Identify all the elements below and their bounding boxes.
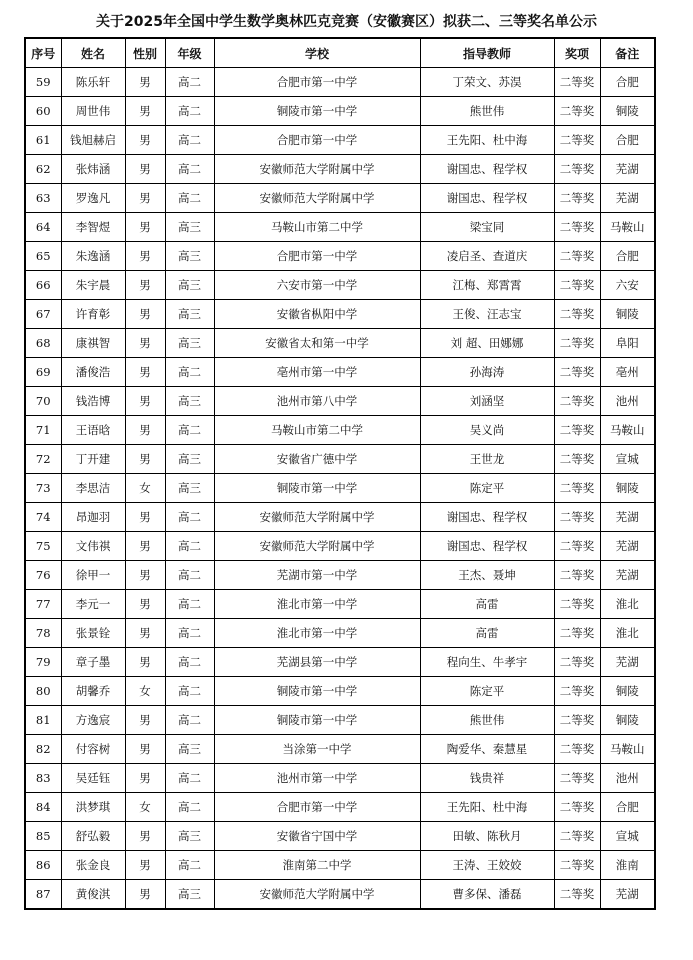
cell-teacher: 王先阳、杜中海	[420, 126, 554, 155]
table-row	[25, 358, 655, 387]
cell-gender: 女	[125, 474, 165, 503]
cell-school: 安徽师范大学附属中学	[214, 184, 420, 213]
cell-name: 陈乐轩	[61, 68, 125, 97]
cell-name: 张景铨	[61, 619, 125, 648]
cell-name: 钱旭赫启	[61, 126, 125, 155]
cell-award: 二等奖	[554, 416, 600, 445]
cell-gender: 男	[125, 387, 165, 416]
cell-teacher: 陈定平	[420, 677, 554, 706]
cell-teacher: 王杰、聂坤	[420, 561, 554, 590]
cell-index: 85	[25, 822, 61, 851]
cell-gender: 男	[125, 271, 165, 300]
cell-school: 马鞍山市第二中学	[214, 416, 420, 445]
cell-award: 二等奖	[554, 880, 600, 910]
cell-grade: 高三	[165, 880, 214, 910]
cell-award: 二等奖	[554, 851, 600, 880]
cell-grade: 高二	[165, 503, 214, 532]
cell-school: 铜陵市第一中学	[214, 97, 420, 126]
cell-note: 铜陵	[600, 97, 655, 126]
cell-award: 二等奖	[554, 677, 600, 706]
cell-award: 二等奖	[554, 213, 600, 242]
cell-teacher: 凌启圣、查道庆	[420, 242, 554, 271]
cell-name: 钱浩博	[61, 387, 125, 416]
cell-award: 二等奖	[554, 822, 600, 851]
cell-name: 张金良	[61, 851, 125, 880]
cell-school: 合肥市第一中学	[214, 242, 420, 271]
cell-index: 83	[25, 764, 61, 793]
table-row	[25, 880, 655, 910]
cell-school: 安徽省太和第一中学	[214, 329, 420, 358]
cell-gender: 男	[125, 68, 165, 97]
cell-school: 安徽省广德中学	[214, 445, 420, 474]
cell-grade: 高三	[165, 271, 214, 300]
cell-index: 73	[25, 474, 61, 503]
table-row	[25, 735, 655, 764]
cell-teacher: 谢国忠、程学权	[420, 184, 554, 213]
cell-note: 合肥	[600, 793, 655, 822]
cell-gender: 女	[125, 677, 165, 706]
cell-award: 二等奖	[554, 271, 600, 300]
col-header-name: 姓名	[61, 38, 125, 68]
cell-gender: 男	[125, 648, 165, 677]
cell-school: 安徽师范大学附属中学	[214, 155, 420, 184]
cell-award: 二等奖	[554, 329, 600, 358]
cell-name: 黄俊淇	[61, 880, 125, 910]
cell-gender: 男	[125, 358, 165, 387]
cell-teacher: 王涛、王姣姣	[420, 851, 554, 880]
cell-award: 二等奖	[554, 793, 600, 822]
cell-grade: 高二	[165, 155, 214, 184]
cell-grade: 高二	[165, 764, 214, 793]
cell-teacher: 吴义尚	[420, 416, 554, 445]
cell-school: 芜湖市第一中学	[214, 561, 420, 590]
cell-teacher: 梁宝同	[420, 213, 554, 242]
cell-award: 二等奖	[554, 532, 600, 561]
cell-teacher: 陶爱华、秦慧星	[420, 735, 554, 764]
cell-name: 洪梦琪	[61, 793, 125, 822]
cell-note: 芜湖	[600, 561, 655, 590]
cell-teacher: 谢国忠、程学权	[420, 532, 554, 561]
cell-name: 王语晗	[61, 416, 125, 445]
cell-gender: 男	[125, 880, 165, 910]
cell-gender: 男	[125, 532, 165, 561]
cell-note: 芜湖	[600, 155, 655, 184]
header-row	[25, 38, 655, 68]
cell-award: 二等奖	[554, 300, 600, 329]
cell-name: 罗逸凡	[61, 184, 125, 213]
cell-school: 铜陵市第一中学	[214, 706, 420, 735]
cell-grade: 高二	[165, 126, 214, 155]
cell-school: 合肥市第一中学	[214, 126, 420, 155]
cell-grade: 高三	[165, 822, 214, 851]
cell-gender: 男	[125, 242, 165, 271]
cell-grade: 高二	[165, 561, 214, 590]
cell-name: 李思洁	[61, 474, 125, 503]
cell-award: 二等奖	[554, 387, 600, 416]
cell-grade: 高二	[165, 532, 214, 561]
cell-teacher: 谢国忠、程学权	[420, 503, 554, 532]
cell-award: 二等奖	[554, 764, 600, 793]
cell-award: 二等奖	[554, 503, 600, 532]
cell-index: 78	[25, 619, 61, 648]
cell-teacher: 刘 超、田娜娜	[420, 329, 554, 358]
cell-index: 82	[25, 735, 61, 764]
cell-name: 朱宇晨	[61, 271, 125, 300]
cell-teacher: 程向生、牛孝宇	[420, 648, 554, 677]
cell-school: 池州市第八中学	[214, 387, 420, 416]
cell-school: 马鞍山市第二中学	[214, 213, 420, 242]
cell-teacher: 王先阳、杜中海	[420, 793, 554, 822]
cell-school: 淮南第二中学	[214, 851, 420, 880]
cell-grade: 高三	[165, 387, 214, 416]
cell-teacher: 钱贵祥	[420, 764, 554, 793]
cell-index: 79	[25, 648, 61, 677]
col-header-note: 备注	[600, 38, 655, 68]
cell-grade: 高三	[165, 735, 214, 764]
cell-index: 69	[25, 358, 61, 387]
table-row	[25, 851, 655, 880]
cell-teacher: 江梅、郑霄霄	[420, 271, 554, 300]
cell-school: 池州市第一中学	[214, 764, 420, 793]
cell-teacher: 熊世伟	[420, 706, 554, 735]
cell-grade: 高三	[165, 445, 214, 474]
cell-school: 安徽省宁国中学	[214, 822, 420, 851]
table-row	[25, 793, 655, 822]
table-row	[25, 706, 655, 735]
cell-grade: 高三	[165, 300, 214, 329]
col-header-teacher: 指导教师	[420, 38, 554, 68]
cell-gender: 男	[125, 764, 165, 793]
cell-school: 合肥市第一中学	[214, 793, 420, 822]
cell-grade: 高二	[165, 416, 214, 445]
cell-teacher: 田敏、陈秋月	[420, 822, 554, 851]
cell-grade: 高二	[165, 97, 214, 126]
cell-index: 60	[25, 97, 61, 126]
table-row	[25, 764, 655, 793]
document-title: 关于2025年全国中学生数学奥林匹克竞赛（安徽赛区）拟获二、三等奖名单公示	[96, 14, 597, 30]
table-row	[25, 561, 655, 590]
cell-award: 二等奖	[554, 474, 600, 503]
cell-note: 铜陵	[600, 706, 655, 735]
cell-index: 80	[25, 677, 61, 706]
cell-index: 76	[25, 561, 61, 590]
cell-note: 铜陵	[600, 677, 655, 706]
cell-award: 二等奖	[554, 242, 600, 271]
cell-award: 二等奖	[554, 126, 600, 155]
cell-index: 72	[25, 445, 61, 474]
cell-index: 81	[25, 706, 61, 735]
table-row	[25, 97, 655, 126]
cell-gender: 男	[125, 300, 165, 329]
cell-index: 75	[25, 532, 61, 561]
cell-index: 62	[25, 155, 61, 184]
cell-teacher: 谢国忠、程学权	[420, 155, 554, 184]
cell-teacher: 丁荣文、苏淏	[420, 68, 554, 97]
cell-gender: 男	[125, 503, 165, 532]
cell-note: 淮北	[600, 590, 655, 619]
cell-index: 77	[25, 590, 61, 619]
cell-school: 安徽师范大学附属中学	[214, 880, 420, 910]
cell-note: 马鞍山	[600, 416, 655, 445]
table-row	[25, 445, 655, 474]
cell-note: 马鞍山	[600, 735, 655, 764]
cell-award: 二等奖	[554, 97, 600, 126]
cell-school: 当涂第一中学	[214, 735, 420, 764]
table-row	[25, 619, 655, 648]
cell-school: 淮北市第一中学	[214, 590, 420, 619]
table-row	[25, 213, 655, 242]
cell-note: 合肥	[600, 126, 655, 155]
table-row	[25, 474, 655, 503]
cell-index: 63	[25, 184, 61, 213]
cell-award: 二等奖	[554, 706, 600, 735]
cell-index: 74	[25, 503, 61, 532]
cell-note: 宣城	[600, 822, 655, 851]
table-row	[25, 387, 655, 416]
cell-note: 池州	[600, 387, 655, 416]
cell-index: 87	[25, 880, 61, 910]
cell-school: 铜陵市第一中学	[214, 474, 420, 503]
cell-note: 淮南	[600, 851, 655, 880]
cell-note: 芜湖	[600, 532, 655, 561]
cell-gender: 男	[125, 822, 165, 851]
cell-gender: 男	[125, 329, 165, 358]
table-row	[25, 126, 655, 155]
cell-school: 芜湖县第一中学	[214, 648, 420, 677]
cell-grade: 高三	[165, 329, 214, 358]
col-header-gender: 性别	[125, 38, 165, 68]
cell-name: 李智煜	[61, 213, 125, 242]
cell-award: 二等奖	[554, 735, 600, 764]
cell-name: 丁开建	[61, 445, 125, 474]
cell-school: 安徽师范大学附属中学	[214, 503, 420, 532]
cell-index: 65	[25, 242, 61, 271]
cell-index: 64	[25, 213, 61, 242]
cell-award: 二等奖	[554, 590, 600, 619]
cell-note: 芜湖	[600, 648, 655, 677]
cell-teacher: 刘涵坚	[420, 387, 554, 416]
cell-index: 59	[25, 68, 61, 97]
col-header-index: 序号	[25, 38, 61, 68]
cell-school: 六安市第一中学	[214, 271, 420, 300]
table-row	[25, 242, 655, 271]
cell-name: 张炜涵	[61, 155, 125, 184]
table-row	[25, 300, 655, 329]
cell-award: 二等奖	[554, 184, 600, 213]
cell-gender: 男	[125, 445, 165, 474]
cell-grade: 高三	[165, 242, 214, 271]
table-body	[25, 68, 655, 910]
table-row	[25, 822, 655, 851]
table-row	[25, 532, 655, 561]
cell-name: 付容树	[61, 735, 125, 764]
cell-gender: 男	[125, 590, 165, 619]
cell-award: 二等奖	[554, 68, 600, 97]
cell-gender: 男	[125, 619, 165, 648]
cell-school: 铜陵市第一中学	[214, 677, 420, 706]
table-row	[25, 329, 655, 358]
cell-note: 淮北	[600, 619, 655, 648]
cell-grade: 高二	[165, 358, 214, 387]
cell-teacher: 陈定平	[420, 474, 554, 503]
cell-teacher: 熊世伟	[420, 97, 554, 126]
cell-award: 二等奖	[554, 648, 600, 677]
cell-award: 二等奖	[554, 445, 600, 474]
table-row	[25, 155, 655, 184]
table-row	[25, 677, 655, 706]
cell-note: 马鞍山	[600, 213, 655, 242]
cell-index: 67	[25, 300, 61, 329]
cell-teacher: 高雷	[420, 619, 554, 648]
cell-gender: 男	[125, 184, 165, 213]
cell-grade: 高二	[165, 184, 214, 213]
cell-note: 芜湖	[600, 503, 655, 532]
cell-index: 66	[25, 271, 61, 300]
cell-teacher: 高雷	[420, 590, 554, 619]
cell-grade: 高二	[165, 851, 214, 880]
table-row	[25, 590, 655, 619]
cell-gender: 男	[125, 706, 165, 735]
cell-name: 康祺智	[61, 329, 125, 358]
cell-award: 二等奖	[554, 561, 600, 590]
cell-index: 86	[25, 851, 61, 880]
cell-index: 68	[25, 329, 61, 358]
cell-gender: 男	[125, 735, 165, 764]
cell-note: 宣城	[600, 445, 655, 474]
col-header-school: 学校	[214, 38, 420, 68]
cell-note: 池州	[600, 764, 655, 793]
cell-name: 胡馨乔	[61, 677, 125, 706]
cell-grade: 高二	[165, 677, 214, 706]
table-row	[25, 648, 655, 677]
cell-award: 二等奖	[554, 155, 600, 184]
cell-name: 文伟祺	[61, 532, 125, 561]
cell-index: 61	[25, 126, 61, 155]
cell-note: 铜陵	[600, 300, 655, 329]
cell-note: 芜湖	[600, 184, 655, 213]
cell-grade: 高二	[165, 619, 214, 648]
cell-teacher: 孙海涛	[420, 358, 554, 387]
cell-grade: 高三	[165, 474, 214, 503]
cell-gender: 男	[125, 97, 165, 126]
cell-school: 合肥市第一中学	[214, 68, 420, 97]
award-table	[24, 37, 656, 910]
cell-name: 章子墨	[61, 648, 125, 677]
table-row	[25, 184, 655, 213]
cell-grade: 高二	[165, 793, 214, 822]
cell-gender: 男	[125, 126, 165, 155]
cell-gender: 男	[125, 416, 165, 445]
table-row	[25, 503, 655, 532]
cell-note: 铜陵	[600, 474, 655, 503]
cell-note: 芜湖	[600, 880, 655, 910]
col-header-grade: 年级	[165, 38, 214, 68]
cell-note: 合肥	[600, 68, 655, 97]
cell-name: 徐甲一	[61, 561, 125, 590]
cell-name: 方逸宸	[61, 706, 125, 735]
cell-note: 阜阳	[600, 329, 655, 358]
cell-gender: 男	[125, 851, 165, 880]
cell-index: 71	[25, 416, 61, 445]
col-header-award: 奖项	[554, 38, 600, 68]
cell-teacher: 王俊、汪志宝	[420, 300, 554, 329]
cell-name: 周世伟	[61, 97, 125, 126]
cell-school: 亳州市第一中学	[214, 358, 420, 387]
cell-grade: 高二	[165, 68, 214, 97]
cell-teacher: 王世龙	[420, 445, 554, 474]
cell-school: 安徽师范大学附属中学	[214, 532, 420, 561]
cell-name: 许育彰	[61, 300, 125, 329]
cell-name: 潘俊浩	[61, 358, 125, 387]
cell-gender: 男	[125, 213, 165, 242]
cell-grade: 高三	[165, 213, 214, 242]
cell-award: 二等奖	[554, 358, 600, 387]
cell-teacher: 曹多保、潘磊	[420, 880, 554, 910]
cell-index: 70	[25, 387, 61, 416]
cell-name: 吴廷钰	[61, 764, 125, 793]
cell-name: 朱逸涵	[61, 242, 125, 271]
cell-school: 安徽省枞阳中学	[214, 300, 420, 329]
cell-gender: 女	[125, 793, 165, 822]
cell-note: 六安	[600, 271, 655, 300]
cell-grade: 高二	[165, 648, 214, 677]
cell-grade: 高二	[165, 706, 214, 735]
cell-school: 淮北市第一中学	[214, 619, 420, 648]
cell-name: 昂迦羽	[61, 503, 125, 532]
cell-name: 李元一	[61, 590, 125, 619]
cell-note: 亳州	[600, 358, 655, 387]
cell-index: 84	[25, 793, 61, 822]
table-row	[25, 68, 655, 97]
cell-name: 舒弘毅	[61, 822, 125, 851]
table-row	[25, 271, 655, 300]
table-row	[25, 416, 655, 445]
cell-note: 合肥	[600, 242, 655, 271]
cell-award: 二等奖	[554, 619, 600, 648]
cell-grade: 高二	[165, 590, 214, 619]
cell-gender: 男	[125, 561, 165, 590]
cell-gender: 男	[125, 155, 165, 184]
